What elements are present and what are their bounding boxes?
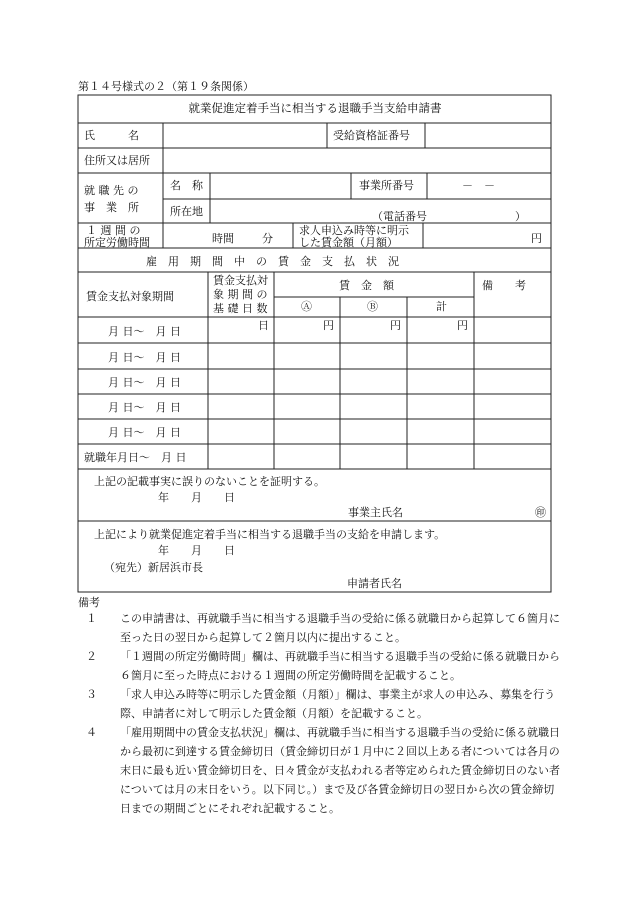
period-header: 賃金支払対象期間: [86, 290, 174, 303]
employer-group-label-1: 就 職 先 の: [84, 184, 139, 197]
period-row-3[interactable]: 月 日～ 月 日: [108, 376, 181, 389]
offered-wage-label-2: した賃金額（月額）: [299, 236, 398, 249]
apply-date[interactable]: 年 月 日: [158, 544, 235, 557]
wage-section-title: 雇 用 期 間 中 の 賃 金 支 払 状 況: [146, 255, 399, 268]
period-row-1[interactable]: 月 日～ 月 日: [108, 325, 181, 338]
note-text: 「求人申込み時等に明示した賃金額（月額）」欄は、事業主が求人の申込み、募集を行う際、申請者に対して明示した賃金額（月額）を記載すること。: [120, 688, 556, 720]
seal-mark: ㊞: [535, 506, 546, 519]
form-title: 就業促進定着手当に相当する退職手当支給申請書: [188, 101, 442, 115]
note-item: [80, 609, 560, 647]
basis-days-header-1: 賃金支払対: [213, 274, 268, 287]
applicant-signature-label: 申請者氏名: [347, 577, 402, 590]
addressee: （宛先）新居浜市長: [104, 561, 203, 574]
basis-days-header-2: 象 期 間 の: [213, 288, 268, 301]
name-field[interactable]: [165, 125, 325, 146]
weekly-hours-label-2: 所定労働時間: [84, 236, 150, 249]
note-text: この申請書は、再就職手当に相当する退職手当の受給に係る就職日から起算して６箇月に至った日の翌日から起算して２箇月以内に提出すること。: [120, 612, 560, 644]
period-row-2[interactable]: 月 日～ 月 日: [108, 351, 181, 364]
yen-unit-total: 円: [457, 319, 468, 332]
apply-text: 上記により就業促進定着手当に相当する退職手当の支給を申請します。: [94, 528, 446, 541]
yen-unit-a: 円: [323, 319, 334, 332]
note-item: [80, 723, 560, 818]
minutes-unit: 分: [262, 232, 273, 245]
cert-number-field[interactable]: [427, 125, 549, 146]
note-item: [80, 685, 560, 723]
employer-name-field[interactable]: [212, 175, 349, 197]
address-field[interactable]: [165, 150, 549, 171]
address-label: 住所又は居所: [84, 154, 150, 167]
office-number-label: 事業所番号: [359, 179, 414, 192]
note-text: 「雇用期間中の賃金支払状況」欄は、再就職手当に相当する退職手当の受給に係る就職日から最初に到達する賃金締切日（賃金締切日が１月中に２回以上ある者については各月の末日に最も近い賃金締切日を、日々賃金が支払われる者等定められた賃金締切日のない者については月の末日をいう。以下同じ。）まで及び各賃金締切日の翌日から次の賃金締切日までの期間ごとにそれぞれ記載すること。: [120, 726, 560, 815]
note-number: ２: [86, 650, 97, 663]
remarks-header: 備 考: [482, 279, 526, 292]
period-row-5[interactable]: 月 日～ 月 日: [108, 426, 181, 439]
note-number: ３: [86, 688, 97, 701]
name-label: 氏 名: [84, 129, 139, 142]
offered-wage-yen: 円: [531, 232, 542, 245]
certify-date[interactable]: 年 月 日: [158, 491, 235, 504]
employer-location-label: 所在地: [170, 205, 203, 218]
notes-title: 備考: [78, 596, 100, 609]
office-number-value[interactable]: － －: [462, 179, 495, 192]
period-row-4[interactable]: 月 日～ 月 日: [108, 401, 181, 414]
certify-text: 上記の記載事実に誤りのないことを証明する。: [94, 475, 325, 488]
note-number: １: [86, 612, 97, 625]
yen-unit-b: 円: [390, 319, 401, 332]
employer-signature-label: 事業主氏名: [348, 506, 403, 519]
employer-name-label: 名 称: [170, 179, 203, 192]
employer-group-label-2: 事 業 所: [84, 201, 139, 214]
period-row-6[interactable]: 就職年月日～ 月 日: [84, 451, 187, 464]
cert-number-label: 受給資格証番号: [333, 129, 410, 142]
note-number: ４: [86, 726, 97, 739]
form-number-label: 第１４号様式の２（第１９条関係）: [78, 80, 254, 93]
column-b-header: Ⓑ: [367, 300, 378, 313]
column-total-header: 計: [436, 300, 447, 313]
day-unit: 日: [258, 319, 269, 332]
column-a-header: Ⓐ: [301, 300, 312, 313]
notes-list: [80, 609, 560, 818]
phone-number-label: （電話番号 ）: [372, 210, 526, 223]
weekly-hours-label-1: １ 週 間 の: [86, 224, 141, 237]
note-text: 「１週間の所定労働時間」欄は、再就職手当に相当する退職手当の受給に係る就職日から６箇月に至った時点における１週間の所定労働時間を記載すること。: [120, 650, 560, 682]
hours-unit: 時間: [212, 232, 234, 245]
basis-days-header-3: 基 礎 日 数: [213, 302, 268, 315]
wage-amount-header: 賃 金 額: [339, 279, 394, 292]
offered-wage-label-1: 求人申込み時等に明示: [299, 224, 409, 237]
note-item: [80, 647, 560, 685]
